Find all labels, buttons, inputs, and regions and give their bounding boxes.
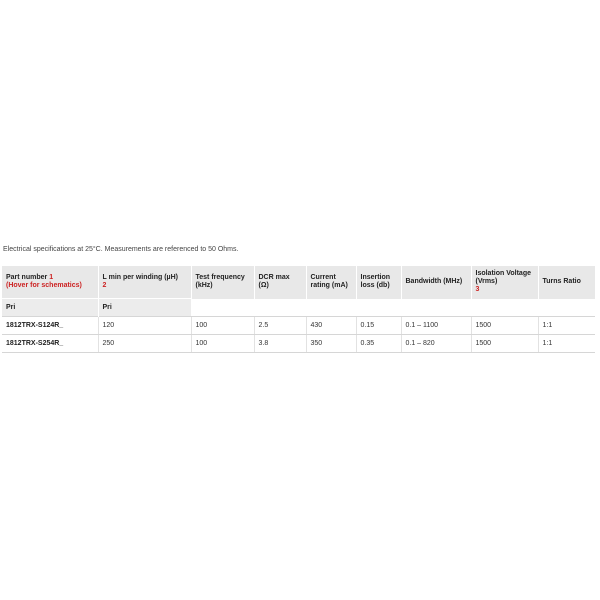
table-cell: 1500: [471, 317, 538, 335]
table-cell: 250: [98, 335, 191, 353]
footnote-ref[interactable]: 2: [102, 282, 107, 289]
table-cell: 430: [306, 317, 356, 335]
header-label: Test frequency (kHz): [195, 274, 245, 290]
part-number-cell[interactable]: 1812TRX-S254R_: [2, 335, 98, 353]
footnote-ref[interactable]: 1: [49, 274, 54, 281]
header-label: Part number: [6, 274, 48, 281]
header-label: Insertion loss (db): [360, 274, 391, 290]
header-l-min: [98, 266, 191, 299]
table-cell: 3.8: [254, 335, 306, 353]
caption: Electrical specifications at 25°C. Measurements are referenced to 50 Ohms.: [3, 246, 239, 253]
table-cell: 1500: [471, 335, 538, 353]
header-bandwidth: [401, 266, 471, 299]
spec-table: [2, 266, 595, 353]
table-row: [2, 317, 595, 335]
hover-hint: (Hover for schematics): [6, 282, 82, 289]
header-label: L min per winding (µH): [102, 274, 178, 281]
table-cell: 0.1 – 820: [401, 335, 471, 353]
subheader-empty: [191, 299, 595, 317]
spec-section: [2, 245, 597, 353]
header-row: [2, 266, 595, 299]
subheader-cell: Pri: [98, 299, 191, 317]
table-row: [2, 335, 595, 353]
table-cell: 100: [191, 317, 254, 335]
header-test-frequency: [191, 266, 254, 299]
table-cell: 0.1 – 1100: [401, 317, 471, 335]
header-current-rating: [306, 266, 356, 299]
header-label: Isolation Voltage (Vrms): [475, 270, 531, 286]
table-cell: 120: [98, 317, 191, 335]
table-cell: 1:1: [538, 335, 595, 353]
header-label: Current rating (mA): [310, 274, 348, 290]
header-insertion-loss: [356, 266, 401, 299]
header-label: Turns Ratio: [542, 278, 581, 286]
table-cell: 100: [191, 335, 254, 353]
subheader-cell: Pri: [2, 299, 98, 317]
header-label: Bandwidth (MHz): [405, 278, 463, 286]
header-part-number[interactable]: [2, 266, 98, 299]
table-cell: 2.5: [254, 317, 306, 335]
header-dcr-max: [254, 266, 306, 299]
table-cell: 350: [306, 335, 356, 353]
header-turns-ratio: [538, 266, 595, 299]
footnote-ref[interactable]: 3: [475, 286, 480, 294]
table-cell: 1:1: [538, 317, 595, 335]
subheader-row: [2, 299, 595, 317]
header-isolation-voltage: [471, 266, 538, 299]
table-cell: 0.35: [356, 335, 401, 353]
header-label: DCR max (Ω): [258, 274, 290, 290]
table-cell: 0.15: [356, 317, 401, 335]
part-number-cell[interactable]: 1812TRX-S124R_: [2, 317, 98, 335]
